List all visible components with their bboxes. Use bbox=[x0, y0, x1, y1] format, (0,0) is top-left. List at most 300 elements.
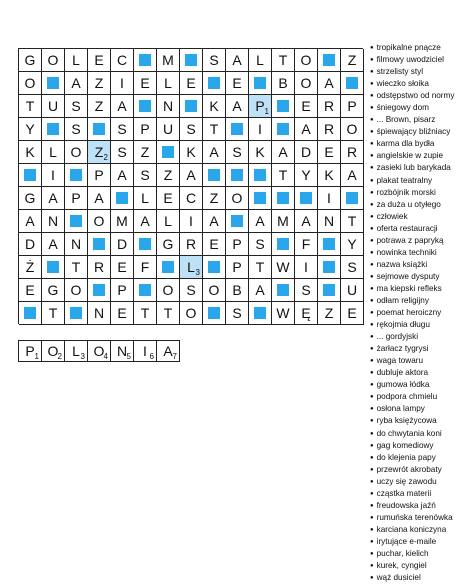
blocked-cell[interactable] bbox=[134, 279, 157, 302]
solution-letter-cell[interactable] bbox=[42, 341, 65, 361]
grid-cell[interactable] bbox=[203, 210, 226, 233]
cell-letter: L bbox=[164, 213, 172, 229]
grid-cell[interactable] bbox=[65, 95, 88, 118]
grid-cell[interactable] bbox=[249, 256, 272, 279]
blocked-cell[interactable] bbox=[318, 256, 341, 279]
grid-cell[interactable] bbox=[180, 72, 203, 95]
grid-cell[interactable] bbox=[19, 233, 42, 256]
grid-cell[interactable] bbox=[65, 72, 88, 95]
blocked-cell-marker bbox=[185, 54, 197, 66]
cell-letter: T bbox=[255, 259, 265, 275]
clue-item: ● plakat teatralny bbox=[370, 175, 470, 187]
clue-item: ● cząstka materii bbox=[370, 488, 470, 500]
blocked-cell-marker bbox=[208, 77, 220, 89]
cell-letter: E bbox=[117, 259, 127, 275]
solution-row bbox=[18, 340, 180, 362]
cell-letter: O bbox=[162, 282, 174, 298]
grid-cell[interactable] bbox=[111, 279, 134, 302]
grid-cell[interactable] bbox=[111, 118, 134, 141]
cell-letter: R bbox=[93, 259, 105, 275]
grid-cell[interactable] bbox=[341, 302, 364, 325]
grid-cell[interactable] bbox=[249, 49, 272, 72]
cell-letter: S bbox=[186, 282, 196, 298]
grid-cell[interactable] bbox=[88, 302, 111, 325]
cell-letter: E bbox=[209, 236, 219, 252]
cell-letter: G bbox=[24, 52, 36, 68]
cell-letter: O bbox=[300, 75, 312, 91]
cell-letter: E bbox=[94, 52, 104, 68]
blocked-cell[interactable] bbox=[180, 49, 203, 72]
grid-cell[interactable] bbox=[65, 118, 88, 141]
grid-cell[interactable] bbox=[157, 279, 180, 302]
grid-cell[interactable] bbox=[226, 279, 249, 302]
grid-cell[interactable] bbox=[249, 141, 272, 164]
blocked-cell-marker bbox=[24, 307, 36, 319]
grid-cell[interactable] bbox=[19, 210, 42, 233]
grid-cell[interactable] bbox=[318, 302, 341, 325]
blocked-cell[interactable] bbox=[318, 279, 341, 302]
clue-item: ● rękojmia długu bbox=[370, 319, 470, 331]
cell-letter: O bbox=[93, 213, 105, 229]
blocked-cell[interactable] bbox=[88, 279, 111, 302]
grid-cell[interactable] bbox=[134, 72, 157, 95]
grid-cell[interactable] bbox=[295, 141, 318, 164]
cell-letter: R bbox=[323, 121, 335, 137]
grid-cell[interactable] bbox=[134, 141, 157, 164]
cell-letter: P bbox=[232, 236, 242, 252]
blocked-cell-marker bbox=[346, 77, 358, 89]
solution-letter-cell[interactable] bbox=[88, 341, 111, 361]
blocked-cell[interactable] bbox=[226, 118, 249, 141]
cell-letter: L bbox=[187, 259, 195, 275]
cell-letter: I bbox=[120, 75, 124, 91]
grid-cell[interactable] bbox=[42, 210, 65, 233]
grid-cell[interactable] bbox=[19, 49, 42, 72]
grid-cell[interactable] bbox=[134, 118, 157, 141]
blocked-cell-marker bbox=[323, 284, 335, 296]
grid-cell[interactable] bbox=[249, 233, 272, 256]
grid-cell[interactable] bbox=[42, 233, 65, 256]
cell-letter: I bbox=[258, 121, 262, 137]
grid-cell[interactable] bbox=[157, 72, 180, 95]
clue-item: ● tropikalne pnącze bbox=[370, 42, 470, 54]
blocked-cell[interactable] bbox=[157, 141, 180, 164]
grid-cell[interactable] bbox=[295, 164, 318, 187]
blocked-cell[interactable] bbox=[19, 164, 42, 187]
grid-cell[interactable] bbox=[249, 118, 272, 141]
grid-cell[interactable] bbox=[88, 256, 111, 279]
grid-cell[interactable] bbox=[180, 118, 203, 141]
grid-cell[interactable] bbox=[180, 164, 203, 187]
cell-letter: W bbox=[276, 305, 290, 321]
grid-cell[interactable] bbox=[111, 95, 134, 118]
grid-cell[interactable] bbox=[203, 233, 226, 256]
cell-letter: P bbox=[94, 167, 104, 183]
clue-item: ● freudowska jaźń bbox=[370, 500, 470, 512]
cell-letter: S bbox=[255, 236, 265, 252]
grid-cell[interactable] bbox=[203, 49, 226, 72]
cell-letter: S bbox=[347, 259, 357, 275]
cell-letter: Ż bbox=[25, 259, 35, 275]
grid-cell[interactable] bbox=[341, 210, 364, 233]
cell-letter: E bbox=[25, 282, 35, 298]
grid-cell[interactable] bbox=[295, 256, 318, 279]
cell-letter: W bbox=[276, 259, 290, 275]
grid-cell[interactable] bbox=[226, 141, 249, 164]
grid-cell[interactable] bbox=[272, 302, 295, 325]
cell-letter: A bbox=[301, 121, 311, 137]
grid-cell[interactable] bbox=[226, 95, 249, 118]
grid-cell[interactable] bbox=[134, 210, 157, 233]
blocked-cell[interactable] bbox=[203, 302, 226, 325]
grid-cell[interactable] bbox=[65, 233, 88, 256]
grid-cell[interactable] bbox=[295, 233, 318, 256]
cell-letter: E bbox=[163, 190, 173, 206]
blocked-cell[interactable] bbox=[203, 72, 226, 95]
grid-cell[interactable] bbox=[111, 164, 134, 187]
grid-cell[interactable] bbox=[134, 256, 157, 279]
grid-cell[interactable] bbox=[134, 302, 157, 325]
cell-letter: C bbox=[185, 190, 197, 206]
grid-cell[interactable] bbox=[272, 141, 295, 164]
blocked-cell[interactable] bbox=[157, 256, 180, 279]
cell-letter: R bbox=[346, 144, 358, 160]
grid-cell[interactable] bbox=[226, 256, 249, 279]
grid-cell[interactable] bbox=[19, 256, 42, 279]
cell-letter: O bbox=[231, 190, 243, 206]
blocked-cell[interactable] bbox=[272, 118, 295, 141]
cell-letter: K bbox=[209, 98, 219, 114]
grid-cell[interactable] bbox=[295, 210, 318, 233]
blocked-cell[interactable] bbox=[249, 302, 272, 325]
blocked-cell-marker bbox=[47, 77, 59, 89]
cell-letter: O bbox=[185, 305, 197, 321]
grid-cell[interactable] bbox=[272, 49, 295, 72]
clue-item: ● nazwa książki bbox=[370, 259, 470, 271]
solution-letter-cell[interactable] bbox=[19, 341, 42, 361]
grid-cell[interactable] bbox=[88, 49, 111, 72]
grid-cell[interactable] bbox=[318, 210, 341, 233]
cell-letter: F bbox=[140, 259, 150, 275]
grid-cell[interactable] bbox=[203, 95, 226, 118]
cell-letter: S bbox=[71, 98, 81, 114]
blocked-cell[interactable] bbox=[341, 72, 364, 95]
grid-cell[interactable] bbox=[226, 187, 249, 210]
grid-cell[interactable] bbox=[341, 95, 364, 118]
clue-item: ● do klejenia papy bbox=[370, 452, 470, 464]
clue-item: ● kurek, cyngiel bbox=[370, 560, 470, 572]
blocked-cell[interactable] bbox=[203, 164, 226, 187]
grid-cell[interactable] bbox=[111, 233, 134, 256]
blocked-cell[interactable] bbox=[226, 210, 249, 233]
grid-cell[interactable] bbox=[65, 256, 88, 279]
clue-item: ● puchar, kielich bbox=[370, 548, 470, 560]
grid-cell[interactable] bbox=[88, 72, 111, 95]
blocked-cell[interactable] bbox=[42, 256, 65, 279]
grid-cell[interactable] bbox=[19, 95, 42, 118]
cell-letter: O bbox=[208, 282, 220, 298]
grid-cell[interactable] bbox=[295, 95, 318, 118]
blocked-cell[interactable] bbox=[341, 187, 364, 210]
grid-cell[interactable] bbox=[341, 49, 364, 72]
cell-letter: U bbox=[47, 98, 59, 114]
cell-letter: I bbox=[304, 259, 308, 275]
cell-letter: S bbox=[301, 282, 311, 298]
grid-cell[interactable] bbox=[19, 72, 42, 95]
blocked-cell-marker bbox=[208, 261, 220, 273]
clue-item: ● angielskie w zupie bbox=[370, 150, 470, 162]
grid-cell[interactable] bbox=[134, 164, 157, 187]
grid-cell[interactable] bbox=[157, 302, 180, 325]
grid-cell[interactable] bbox=[111, 302, 134, 325]
solution-letter: N bbox=[116, 343, 128, 359]
grid-cell[interactable] bbox=[295, 49, 318, 72]
cell-letter: A bbox=[48, 190, 58, 206]
grid-cell[interactable] bbox=[226, 49, 249, 72]
grid-cell[interactable] bbox=[295, 279, 318, 302]
grid-cell[interactable] bbox=[318, 164, 341, 187]
clue-item: ● osłona lampy bbox=[370, 403, 470, 415]
solution-letter: O bbox=[93, 343, 105, 359]
grid-cell[interactable] bbox=[157, 118, 180, 141]
cell-letter: S bbox=[232, 144, 242, 160]
cell-letter: A bbox=[209, 144, 219, 160]
solution-cell[interactable] bbox=[180, 256, 203, 279]
grid-cell[interactable] bbox=[341, 118, 364, 141]
grid-cell[interactable] bbox=[42, 302, 65, 325]
grid-cell[interactable] bbox=[88, 164, 111, 187]
grid-cell[interactable] bbox=[341, 256, 364, 279]
grid-cell[interactable] bbox=[318, 95, 341, 118]
blocked-cell[interactable] bbox=[65, 164, 88, 187]
blocked-cell[interactable] bbox=[249, 187, 272, 210]
cell-letter: E bbox=[117, 305, 127, 321]
grid-cell[interactable] bbox=[19, 118, 42, 141]
cell-letter: K bbox=[25, 144, 35, 160]
grid-cell[interactable] bbox=[318, 141, 341, 164]
blocked-cell-marker bbox=[254, 192, 266, 204]
grid-cell[interactable] bbox=[272, 72, 295, 95]
grid-cell[interactable] bbox=[295, 302, 318, 325]
blocked-cell-marker bbox=[47, 123, 59, 135]
clue-item: ● wieczko słoika bbox=[370, 78, 470, 90]
cell-letter: T bbox=[71, 259, 81, 275]
grid-cell[interactable] bbox=[318, 118, 341, 141]
grid-cell[interactable] bbox=[19, 141, 42, 164]
grid-cell[interactable] bbox=[272, 256, 295, 279]
grid-cell[interactable] bbox=[65, 141, 88, 164]
blocked-cell[interactable] bbox=[111, 187, 134, 210]
cell-letter: A bbox=[117, 98, 127, 114]
clue-item: ● wąż dusiciel bbox=[370, 572, 470, 584]
grid-cell[interactable] bbox=[180, 233, 203, 256]
grid-cell[interactable] bbox=[42, 141, 65, 164]
grid-cell[interactable] bbox=[111, 72, 134, 95]
solution-cell[interactable] bbox=[88, 141, 111, 164]
cell-letter: A bbox=[71, 75, 81, 91]
grid-cell[interactable] bbox=[341, 164, 364, 187]
cell-letter: T bbox=[163, 305, 173, 321]
blocked-cell[interactable] bbox=[226, 164, 249, 187]
cell-letter: P bbox=[347, 98, 357, 114]
blocked-cell[interactable] bbox=[42, 118, 65, 141]
cell-letter: P bbox=[117, 282, 127, 298]
grid-cell[interactable] bbox=[180, 302, 203, 325]
grid-cell[interactable] bbox=[111, 141, 134, 164]
grid-cell[interactable] bbox=[272, 164, 295, 187]
blocked-cell-marker bbox=[139, 100, 151, 112]
clue-item: ● żarłacz tygrysi bbox=[370, 343, 470, 355]
clue-item: ● dubluje aktora bbox=[370, 367, 470, 379]
cell-letter: N bbox=[70, 236, 82, 252]
clue-item: ● ryba księżycowa bbox=[370, 415, 470, 427]
cell-letter: P bbox=[71, 190, 81, 206]
blocked-cell[interactable] bbox=[42, 72, 65, 95]
cell-letter: A bbox=[25, 213, 35, 229]
grid-cell[interactable] bbox=[157, 187, 180, 210]
blocked-cell[interactable] bbox=[318, 233, 341, 256]
solution-letter-index: 4 bbox=[103, 352, 108, 361]
grid-cell[interactable] bbox=[295, 118, 318, 141]
blocked-cell[interactable] bbox=[272, 233, 295, 256]
grid-cell[interactable] bbox=[318, 72, 341, 95]
grid-cell[interactable] bbox=[42, 95, 65, 118]
blocked-cell[interactable] bbox=[134, 49, 157, 72]
blocked-cell[interactable] bbox=[65, 210, 88, 233]
grid-cell[interactable] bbox=[157, 210, 180, 233]
grid-cell[interactable] bbox=[19, 279, 42, 302]
grid-cell[interactable] bbox=[203, 279, 226, 302]
solution-letter-cell[interactable] bbox=[157, 341, 180, 361]
grid-cell[interactable] bbox=[42, 49, 65, 72]
blocked-cell-marker bbox=[277, 238, 289, 250]
grid-cell[interactable] bbox=[42, 187, 65, 210]
cell-letter: I bbox=[51, 167, 55, 183]
blocked-cell-marker bbox=[162, 261, 174, 273]
cell-letter: T bbox=[278, 52, 288, 68]
clue-item: ● strzelisty styl bbox=[370, 66, 470, 78]
solution-cell[interactable] bbox=[249, 95, 272, 118]
blocked-cell-marker bbox=[277, 284, 289, 296]
blocked-cell[interactable] bbox=[88, 118, 111, 141]
blocked-cell[interactable] bbox=[65, 302, 88, 325]
grid-cell[interactable] bbox=[180, 187, 203, 210]
grid-cell[interactable] bbox=[203, 118, 226, 141]
solution-letter-index: 5 bbox=[126, 352, 131, 361]
grid-cell[interactable] bbox=[88, 210, 111, 233]
grid-cell[interactable] bbox=[42, 164, 65, 187]
grid-cell[interactable] bbox=[341, 279, 364, 302]
cell-letter: Z bbox=[94, 98, 104, 114]
grid-cell[interactable] bbox=[226, 302, 249, 325]
blocked-cell-marker bbox=[231, 169, 243, 181]
blocked-cell[interactable] bbox=[19, 302, 42, 325]
grid-cell[interactable] bbox=[180, 279, 203, 302]
grid-cell[interactable] bbox=[157, 95, 180, 118]
blocked-cell[interactable] bbox=[272, 95, 295, 118]
blocked-cell-marker bbox=[277, 123, 289, 135]
blocked-cell[interactable] bbox=[318, 49, 341, 72]
grid-cell[interactable] bbox=[111, 256, 134, 279]
blocked-cell[interactable] bbox=[272, 279, 295, 302]
blocked-cell[interactable] bbox=[180, 95, 203, 118]
grid-cell[interactable] bbox=[249, 210, 272, 233]
blocked-cell[interactable] bbox=[272, 187, 295, 210]
grid-cell[interactable] bbox=[88, 187, 111, 210]
grid-cell[interactable] bbox=[134, 187, 157, 210]
grid-cell[interactable] bbox=[226, 72, 249, 95]
grid-cell[interactable] bbox=[42, 279, 65, 302]
cell-letter: A bbox=[232, 52, 242, 68]
clue-item: ● do chwytania koni bbox=[370, 428, 470, 440]
grid-cell[interactable] bbox=[295, 72, 318, 95]
blocked-cell[interactable] bbox=[203, 256, 226, 279]
clue-item: ● karma dla bydła bbox=[370, 138, 470, 150]
cell-letter: E bbox=[324, 144, 334, 160]
grid-cell[interactable] bbox=[180, 210, 203, 233]
blocked-cell-marker bbox=[70, 215, 82, 227]
solution-index: 3 bbox=[195, 268, 200, 277]
grid-cell[interactable] bbox=[65, 49, 88, 72]
cell-letter: N bbox=[47, 213, 59, 229]
blocked-cell-marker bbox=[323, 238, 335, 250]
grid-cell[interactable] bbox=[341, 233, 364, 256]
grid-cell[interactable] bbox=[203, 141, 226, 164]
blocked-cell[interactable] bbox=[134, 95, 157, 118]
blocked-cell-marker bbox=[47, 261, 59, 273]
cell-letter: O bbox=[300, 52, 312, 68]
grid-cell[interactable] bbox=[111, 210, 134, 233]
clue-item: ● odłam religijny bbox=[370, 295, 470, 307]
blocked-cell[interactable] bbox=[249, 164, 272, 187]
cell-letter: L bbox=[164, 75, 172, 91]
blocked-cell-marker bbox=[323, 261, 335, 273]
cell-letter: S bbox=[186, 121, 196, 137]
clue-item: ● karciana koniczyna bbox=[370, 524, 470, 536]
blocked-cell[interactable] bbox=[249, 72, 272, 95]
grid-cell[interactable] bbox=[203, 187, 226, 210]
grid-cell[interactable] bbox=[19, 187, 42, 210]
blocked-cell[interactable] bbox=[295, 187, 318, 210]
blocked-cell-marker bbox=[300, 192, 312, 204]
grid-cell[interactable] bbox=[157, 164, 180, 187]
grid-cell[interactable] bbox=[111, 49, 134, 72]
solution-letter-cell[interactable] bbox=[111, 341, 134, 361]
clue-item: ● za duża u otyłego bbox=[370, 199, 470, 211]
cell-letter: A bbox=[117, 167, 127, 183]
grid-cell[interactable] bbox=[157, 233, 180, 256]
cell-letter: T bbox=[48, 305, 58, 321]
solution-letter-cell[interactable] bbox=[134, 341, 157, 361]
blocked-cell[interactable] bbox=[134, 233, 157, 256]
solution-letter-index: 7 bbox=[172, 352, 177, 361]
grid-cell[interactable] bbox=[65, 187, 88, 210]
grid-cell[interactable] bbox=[249, 279, 272, 302]
blocked-cell[interactable] bbox=[88, 233, 111, 256]
grid-cell[interactable] bbox=[341, 141, 364, 164]
grid-cell[interactable] bbox=[318, 187, 341, 210]
solution-letter-cell[interactable] bbox=[65, 341, 88, 361]
grid-cell[interactable] bbox=[157, 49, 180, 72]
grid-cell[interactable] bbox=[226, 233, 249, 256]
grid-cell[interactable] bbox=[65, 279, 88, 302]
blocked-cell-marker bbox=[93, 284, 105, 296]
clue-item: ● śniegowy dom bbox=[370, 102, 470, 114]
grid-cell[interactable] bbox=[272, 210, 295, 233]
grid-cell[interactable] bbox=[180, 141, 203, 164]
grid-cell[interactable] bbox=[88, 95, 111, 118]
cell-letter: P bbox=[255, 98, 265, 114]
